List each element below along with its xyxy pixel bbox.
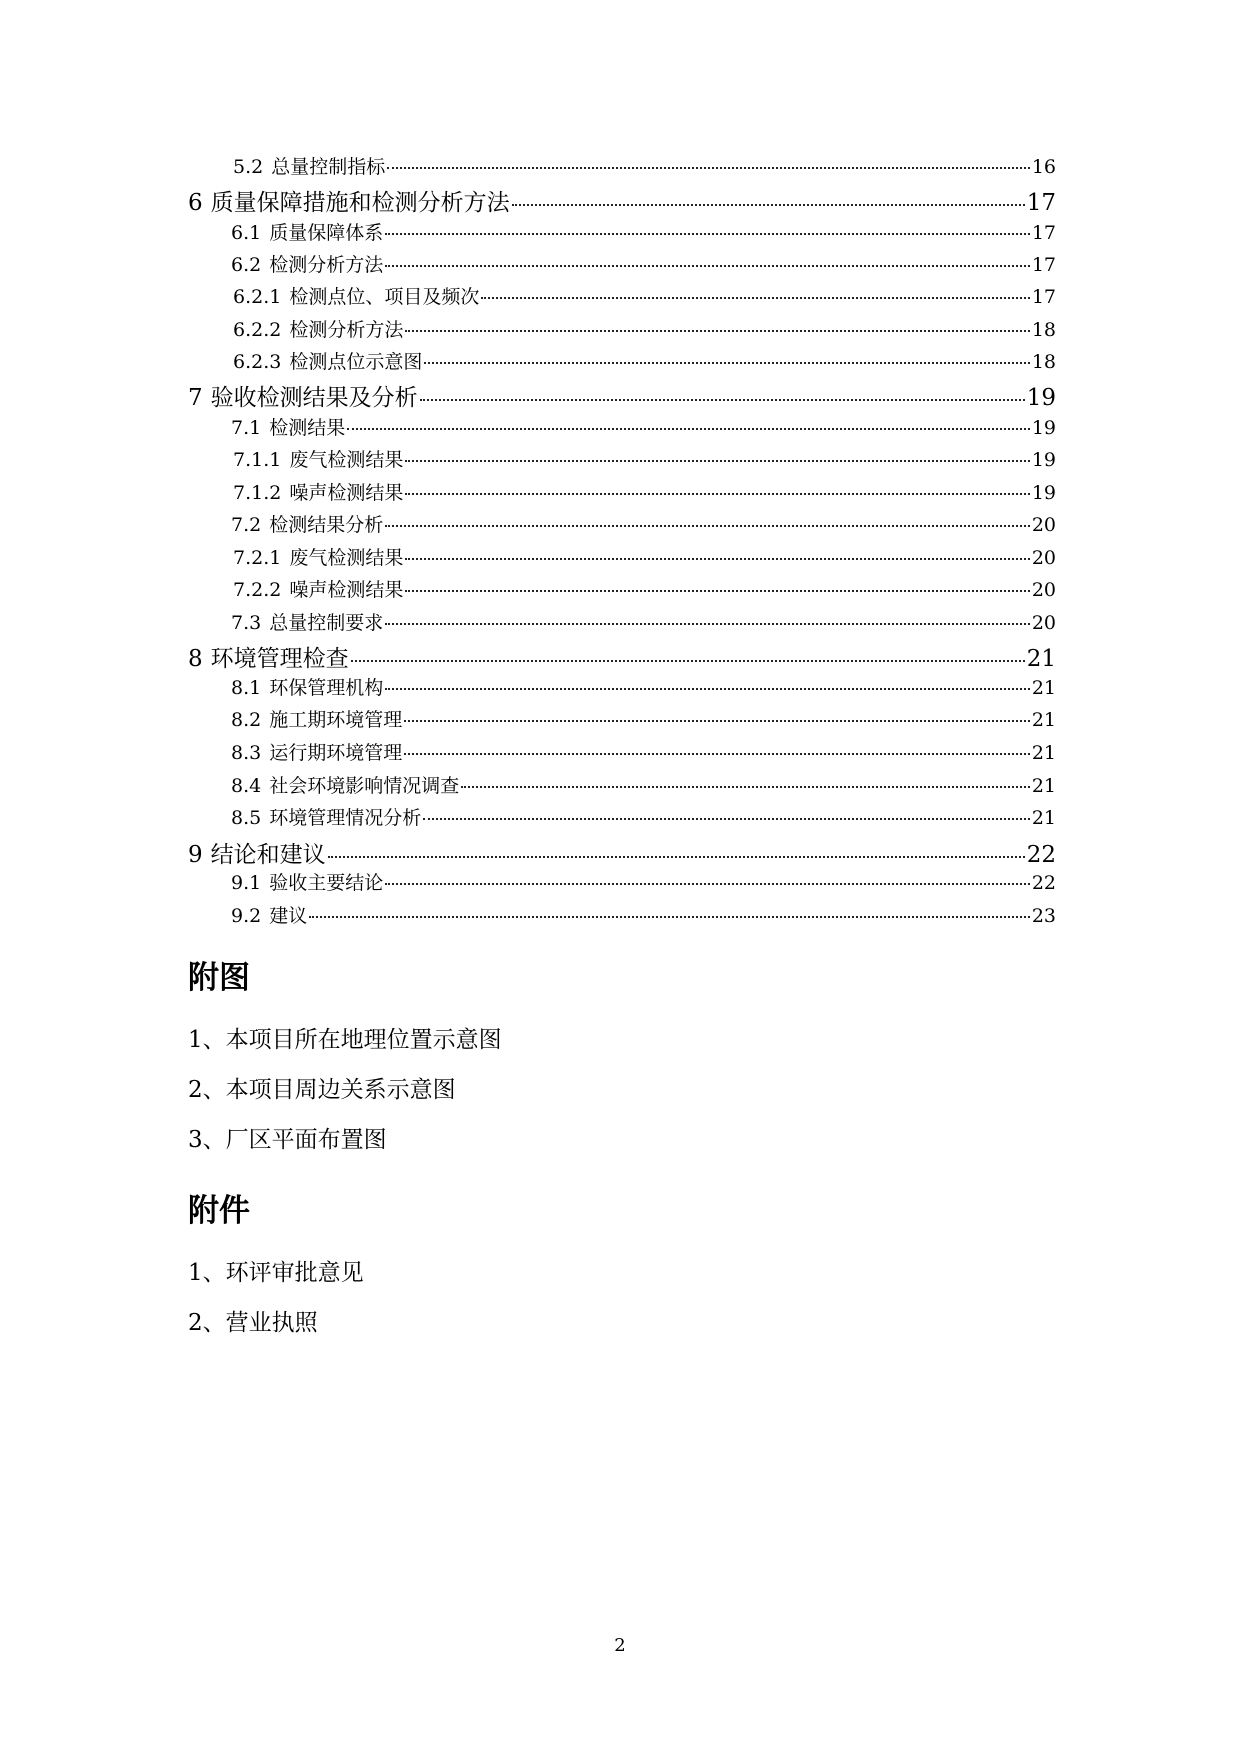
toc-entry-label xyxy=(233,543,403,570)
toc-entry[interactable] xyxy=(231,250,1056,277)
toc-entry-number: 7 xyxy=(188,385,203,411)
toc-entry-number: 7.1.2 xyxy=(233,482,282,504)
toc-dot-leader xyxy=(309,916,1030,918)
toc-dot-leader xyxy=(461,786,1030,788)
toc-entry-number: 6.2.3 xyxy=(233,351,282,373)
toc-entry-number: 7.2.1 xyxy=(233,547,282,569)
toc-entry-number: 8.5 xyxy=(231,807,262,829)
toc-entry-title: 总量控制要求 xyxy=(269,612,384,634)
toc-entry-number: 8.4 xyxy=(231,775,262,797)
toc-entry-number: 8.1 xyxy=(231,677,262,699)
toc-entry-page: 18 xyxy=(1031,319,1056,341)
toc-entry-title: 检测分析方法 xyxy=(289,319,404,341)
toc-entry-title: 检测分析方法 xyxy=(269,254,384,276)
attachment-item-1: 1、环评审批意见 xyxy=(188,1260,364,1286)
toc-dot-leader xyxy=(385,688,1030,690)
toc-entry-title: 检测结果 xyxy=(269,417,346,439)
toc-dot-leader xyxy=(385,883,1030,885)
page-number: 2 xyxy=(614,1635,626,1656)
toc-entry-title: 验收主要结论 xyxy=(269,872,384,894)
toc-entry-number: 7.2 xyxy=(231,514,262,536)
toc-dot-leader xyxy=(404,720,1030,722)
toc-entry-page: 17 xyxy=(1026,190,1056,216)
figures-heading: 附图 xyxy=(188,960,250,996)
toc-entry[interactable] xyxy=(231,413,1056,440)
toc-dot-leader xyxy=(404,753,1030,755)
toc-entry-number: 7.3 xyxy=(231,612,262,634)
toc-entry[interactable] xyxy=(231,705,1056,732)
toc-entry[interactable] xyxy=(231,218,1056,245)
toc-entry-label xyxy=(188,640,349,673)
toc-entry[interactable] xyxy=(233,543,1056,570)
toc-entry-label xyxy=(231,901,307,928)
toc-entry[interactable] xyxy=(231,803,1056,830)
toc-entry-label xyxy=(233,347,422,374)
toc-entry-number: 6.2.1 xyxy=(233,286,282,308)
toc-entry-label xyxy=(231,218,383,245)
toc-entry-number: 7.1.1 xyxy=(233,449,282,471)
toc-dot-leader xyxy=(405,330,1029,332)
toc-entry-page: 21 xyxy=(1026,646,1056,672)
toc-dot-leader xyxy=(347,428,1030,430)
toc-entry-title: 验收检测结果及分析 xyxy=(210,385,418,411)
toc-entry-title: 质量保障体系 xyxy=(269,222,384,244)
toc-entry-page: 20 xyxy=(1031,579,1056,601)
toc-dot-leader xyxy=(385,623,1030,625)
toc-entry-label xyxy=(188,379,418,412)
toc-dot-leader xyxy=(351,660,1025,662)
toc-entry-title: 总量控制指标 xyxy=(271,156,386,178)
toc-dot-leader xyxy=(385,525,1030,527)
toc-entry-page: 21 xyxy=(1031,807,1056,829)
toc-entry[interactable] xyxy=(188,640,1056,673)
toc-entry[interactable] xyxy=(188,836,1056,869)
toc-entry[interactable] xyxy=(233,445,1056,472)
toc-dot-leader xyxy=(424,362,1029,364)
toc-entry[interactable] xyxy=(233,347,1056,374)
toc-entry[interactable] xyxy=(233,282,1056,309)
toc-entry[interactable] xyxy=(231,673,1056,700)
toc-entry-page: 22 xyxy=(1031,872,1056,894)
toc-entry-label xyxy=(231,413,345,440)
figure-item-1: 1、本项目所在地理位置示意图 xyxy=(188,1027,502,1053)
toc-entry[interactable] xyxy=(231,608,1056,635)
toc-dot-leader xyxy=(420,399,1025,401)
toc-entry-page: 20 xyxy=(1031,514,1056,536)
toc-entry-label xyxy=(233,478,403,505)
toc-entry[interactable] xyxy=(231,901,1056,928)
toc-entry-page: 18 xyxy=(1031,351,1056,373)
toc-entry-number: 6.1 xyxy=(231,222,262,244)
toc-entry[interactable] xyxy=(233,575,1056,602)
toc-entry-page: 20 xyxy=(1031,612,1056,634)
toc-entry-page: 21 xyxy=(1031,742,1056,764)
toc-entry-number: 5.2 xyxy=(233,156,264,178)
toc-dot-leader xyxy=(512,204,1025,206)
toc-dot-leader xyxy=(405,558,1029,560)
toc-entry-number: 8 xyxy=(188,646,203,672)
toc-dot-leader xyxy=(387,167,1030,169)
toc-entry-title: 检测点位示意图 xyxy=(289,351,423,373)
toc-entry-label xyxy=(231,510,383,537)
toc-entry[interactable] xyxy=(188,379,1056,412)
figure-item-3: 3、厂区平面布置图 xyxy=(188,1127,387,1153)
toc-entry-number: 6.2.2 xyxy=(233,319,282,341)
toc-dot-leader xyxy=(385,233,1030,235)
figure-item-2: 2、本项目周边关系示意图 xyxy=(188,1077,456,1103)
toc-entry-number: 9.2 xyxy=(231,905,262,927)
toc-entry-page: 19 xyxy=(1031,449,1056,471)
toc-entry-label xyxy=(231,738,402,765)
toc-entry-title: 废气检测结果 xyxy=(289,449,404,471)
attachment-item-2: 2、营业执照 xyxy=(188,1310,318,1336)
toc-entry-page: 21 xyxy=(1031,775,1056,797)
toc-entry-page: 21 xyxy=(1031,709,1056,731)
toc-entry-label xyxy=(231,771,459,798)
toc-entry[interactable] xyxy=(233,478,1056,505)
attachments-heading: 附件 xyxy=(188,1193,250,1229)
toc-entry-title: 环保管理机构 xyxy=(269,677,384,699)
toc-entry-title: 环境管理情况分析 xyxy=(269,807,422,829)
toc-entry-label xyxy=(233,282,479,309)
toc-dot-leader xyxy=(405,590,1029,592)
toc-entry-page: 16 xyxy=(1031,156,1056,178)
toc-entry-title: 检测点位、项目及频次 xyxy=(289,286,480,308)
toc-entry-page: 17 xyxy=(1031,254,1056,276)
toc-entry-title: 运行期环境管理 xyxy=(269,742,403,764)
toc-entry-page: 17 xyxy=(1031,286,1056,308)
toc-entry-page: 17 xyxy=(1031,222,1056,244)
toc-entry-title: 施工期环境管理 xyxy=(269,709,403,731)
toc-entry-page: 22 xyxy=(1026,842,1056,868)
toc-dot-leader xyxy=(405,493,1029,495)
toc-dot-leader xyxy=(481,297,1029,299)
toc-entry-page: 23 xyxy=(1031,905,1056,927)
toc-entry-title: 检测结果分析 xyxy=(269,514,384,536)
toc-entry-title: 建议 xyxy=(269,905,308,927)
toc-dot-leader xyxy=(405,460,1029,462)
toc-entry-label xyxy=(231,803,421,830)
toc-entry-label xyxy=(233,575,403,602)
toc-entry-title: 噪声检测结果 xyxy=(289,482,404,504)
toc-entry-title: 结论和建议 xyxy=(210,842,326,868)
toc-entry-label xyxy=(231,250,383,277)
toc-entry-page: 21 xyxy=(1031,677,1056,699)
toc-entry-number: 9.1 xyxy=(231,872,262,894)
toc-entry[interactable] xyxy=(188,184,1056,217)
toc-entry-number: 8.3 xyxy=(231,742,262,764)
toc-entry-page: 20 xyxy=(1031,547,1056,569)
toc-entry-number: 8.2 xyxy=(231,709,262,731)
toc-entry[interactable] xyxy=(233,315,1056,342)
toc-entry-number: 6 xyxy=(188,190,203,216)
toc-entry-number: 9 xyxy=(188,842,203,868)
toc-dot-leader xyxy=(328,856,1025,858)
toc-entry-title: 社会环境影响情况调查 xyxy=(269,775,460,797)
toc-entry-number: 7.1 xyxy=(231,417,262,439)
toc-entry-page: 19 xyxy=(1031,482,1056,504)
toc-entry[interactable] xyxy=(231,771,1056,798)
toc-entry-title: 噪声检测结果 xyxy=(289,579,404,601)
toc-entry-label xyxy=(231,868,383,895)
toc-dot-leader xyxy=(423,818,1030,820)
toc-entry-label xyxy=(231,705,402,732)
toc-entry-label xyxy=(233,445,403,472)
toc-entry-label xyxy=(233,152,385,179)
toc-entry-label xyxy=(231,608,383,635)
toc-entry-number: 6.2 xyxy=(231,254,262,276)
toc-entry[interactable] xyxy=(233,152,1056,179)
toc-entry-label xyxy=(231,673,383,700)
toc-entry-number: 7.2.2 xyxy=(233,579,282,601)
toc-entry-label xyxy=(233,315,403,342)
toc-entry[interactable] xyxy=(231,738,1056,765)
toc-entry[interactable] xyxy=(231,510,1056,537)
toc-entry[interactable] xyxy=(231,868,1056,895)
toc-entry-title: 质量保障措施和检测分析方法 xyxy=(210,190,510,216)
toc-entry-page: 19 xyxy=(1031,417,1056,439)
toc-entry-page: 19 xyxy=(1026,385,1056,411)
toc-entry-label xyxy=(188,836,326,869)
toc-entry-title: 废气检测结果 xyxy=(289,547,404,569)
toc-entry-label xyxy=(188,184,510,217)
toc-dot-leader xyxy=(385,265,1030,267)
toc-entry-title: 环境管理检查 xyxy=(210,646,349,672)
